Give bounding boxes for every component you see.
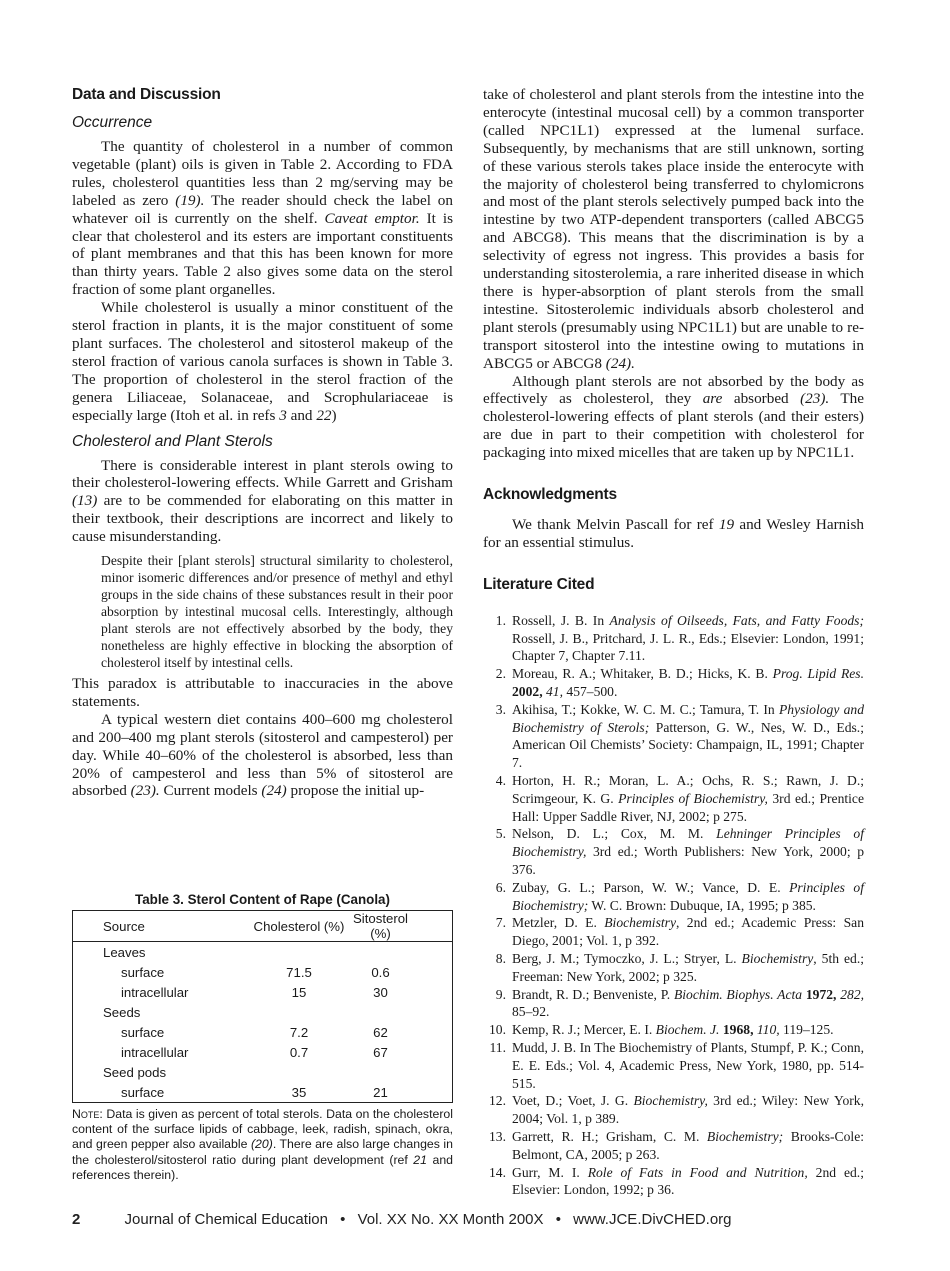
text-run: (13)	[72, 492, 98, 510]
text-run: 2nd ed.; Elsevier: London, 1992; p 36.	[512, 1164, 864, 1198]
text-run: 3rd ed.; Prentice Hall: Upper Saddle River, NJ, 2002; p 275.	[512, 790, 864, 824]
section-heading-data-discussion: Data and Discussion	[72, 86, 221, 103]
reference-item	[483, 701, 864, 772]
text-run: take of cholesterol and plant sterols from the intestine into the enterocyte (intestinal mucosal cell) by a common transporter (called NPC1L1) expressed at the lumenal surface. Subsequently, by mechanisms that are still unknown, sorting of these various sterols takes place inside the enterocyte with the majority of cholesterol being transferred to chylomicrons and most of the plant sterols selectively pumped back into the intestine by two ATP-dependent transporters (called ABCG5 and ABCG8). This means that the discrimination is by a selectivity of egress not ingress. This provides a basis for understanding sitosterolemia, a rare inherited disease in which there is hyper-absorption of plant sterols from the small intestine. Sitosterolemic individuals absorb cholesterol and plant sterols (presumably using NPC1L1) but are unable to re-transport sitosterol into the intestine owing to mutations in ABCG5 or ABCG8	[483, 86, 864, 372]
text-run: Biochem. J.	[655, 1022, 720, 1038]
section-heading-literature-cited: Literature Cited	[483, 575, 595, 593]
text-run: Rossell, J. B. In	[512, 612, 610, 628]
cell-cholesterol: 7.2	[289, 1024, 309, 1040]
reference-number: 13.	[489, 1128, 506, 1144]
text-run: There is considerable interest in plant sterols owing to their cholesterol-lowering effects. While Garrett and Grisham	[72, 456, 453, 492]
reference-number: 6.	[495, 879, 506, 895]
paragraph-paradox: This paradox is attributable to inaccuracies in the above statements.	[72, 675, 453, 710]
paragraph-occurrence-2	[72, 299, 453, 424]
cell-source: surface	[121, 964, 165, 980]
table-row	[73, 1042, 453, 1062]
reference-number: 11.	[489, 1039, 506, 1055]
text-run: (23).	[130, 782, 160, 800]
text-run: W. C. Brown: Dubuque, IA, 1995; p 385.	[588, 897, 816, 913]
header-cholesterol: Cholesterol (%)	[249, 911, 349, 942]
text-run: Garrett, R. H.; Grisham, C. M.	[512, 1128, 707, 1144]
reference-number: 7.	[495, 915, 506, 931]
cell-cholesterol	[249, 1002, 349, 1022]
journal-name: Journal of Chemical Education	[124, 1211, 328, 1228]
text-run: It is clear that cholesterol and its esters are important constituents of plant membranes and that this has been known for more than thirty years. Table 2 also gives some data on the sterol fraction of some plant organelles.	[72, 209, 453, 299]
cell-sitosterol	[349, 942, 453, 963]
cell-source: Seeds	[103, 1004, 141, 1020]
text-run: Zubay, G. L.; Parson, W. W.; Vance, D. E.	[512, 879, 790, 895]
table-row	[73, 962, 453, 982]
text-run: (23).	[800, 390, 830, 408]
text-run: Biochemistry,	[633, 1093, 708, 1109]
cell-cholesterol: 0.7	[289, 1044, 309, 1060]
journal-url: www.JCE.DivCHED.org	[573, 1211, 732, 1228]
sterol-table	[72, 910, 453, 1103]
reference-item	[483, 1092, 864, 1128]
text-run: Patterson, G. W., Nes, W. D., Eds.; American Oil Chemists’ Society: Champaign, IL, 1991; Chapter 7.	[512, 719, 864, 771]
text-run: (20)	[250, 1137, 273, 1152]
text-run: Mudd, J. B. In The Biochemistry of Plants, Stumpf, P. K.; Conn, E. E. Eds.; Vol. 4, Academic Press, New York, 1980, pp. 514-515.	[512, 1039, 864, 1091]
reference-text	[512, 666, 864, 699]
reference-text	[512, 1040, 864, 1091]
reference-item	[483, 950, 864, 986]
paragraph-plant-sterols-1	[72, 457, 453, 547]
text-run: and Wesley Harnish for an essential stimulus.	[483, 516, 865, 551]
block-quote: Despite their [plant sterols] structural similarity to cholesterol, minor isomeric differences and/or presence of methyl and ethyl groups in the side chains of these substances result in their poor absorption by intestinal mucosal cells. Interestingly, although plant sterols are not effectively absorbed by the body, they nonetheless are highly effective in blocking the absorption of cholesterol itself by intestinal cells.	[101, 553, 453, 671]
cell-sitosterol	[349, 1002, 453, 1022]
cell-sitosterol: 30	[373, 984, 388, 1000]
text-run: 3	[279, 406, 287, 424]
reference-text	[512, 951, 864, 984]
reference-text	[512, 987, 864, 1020]
left-column	[72, 86, 453, 800]
text-run: The quantity of cholesterol in a number of common vegetable (plant) oils is given in Table 2. According to FDA rules, cholesterol quantities less than 2 mg/serving may be labeled as zero	[72, 138, 453, 209]
text-run: Prog. Lipid Res.	[772, 666, 864, 682]
text-run: Biochim. Biophys. Acta	[673, 986, 803, 1002]
text-run: Principles of Biochemistry,	[618, 790, 768, 806]
cell-cholesterol: 71.5	[286, 964, 312, 980]
reference-text	[512, 915, 864, 948]
text-run: Current models	[159, 782, 262, 800]
text-run: 3rd ed.; Worth Publishers: New York, 2000; p 376.	[512, 844, 864, 877]
reference-item	[483, 772, 864, 825]
reference-text	[512, 1022, 834, 1037]
text-run: Kemp, R. J.; Mercer, E. I.	[512, 1022, 656, 1038]
text-run: We thank Melvin Pascall for ref	[512, 516, 719, 534]
table-row	[73, 982, 453, 1002]
text-run: , 5th ed.; Freeman: New York, 2002; p 325.	[512, 950, 864, 984]
subheading-occurrence: Occurrence	[72, 114, 153, 131]
cell-source: intracellular	[121, 1044, 189, 1060]
page-number: 2	[72, 1211, 81, 1228]
reference-text	[512, 826, 864, 877]
cell-sitosterol: 21	[373, 1084, 388, 1100]
text-run: Physiology and Biochemistry of Sterols;	[512, 701, 864, 735]
cell-cholesterol: 15	[291, 984, 307, 1000]
text-run: 457–500.	[563, 684, 618, 700]
text-run: 19	[718, 516, 735, 534]
reference-item	[483, 1021, 864, 1039]
cell-source: surface	[121, 1024, 165, 1040]
text-run: Role of Fats in Food and Nutrition,	[587, 1164, 808, 1180]
reference-number: 4.	[495, 773, 506, 789]
reference-item	[483, 1164, 864, 1200]
text-run: Voet, D.; Voet, J. G.	[512, 1093, 634, 1109]
reference-item	[483, 612, 864, 665]
text-run: (24).	[605, 354, 635, 372]
cell-sitosterol: 0.6	[371, 964, 390, 980]
text-run: 1972,	[805, 986, 837, 1002]
text-run: are to be commended for elaborating on this matter in their textbook, their descriptions are incorrect and likely to cause misunderstanding.	[72, 492, 453, 546]
text-run: 22	[316, 406, 332, 424]
table-row	[73, 1002, 453, 1022]
text-run: absorbed	[722, 390, 801, 408]
table-3	[72, 892, 453, 1183]
text-run: Brooks-Cole: Belmont, CA, 2005; p 263.	[512, 1128, 865, 1162]
cell-sitosterol: 67	[373, 1044, 388, 1060]
table-row	[73, 1022, 453, 1042]
cell-source: surface	[121, 1084, 165, 1100]
table-row	[73, 942, 453, 963]
footer-bullet: •	[340, 1211, 346, 1228]
cell-cholesterol	[249, 1062, 349, 1082]
reference-text	[512, 773, 864, 824]
reference-text	[512, 880, 864, 913]
text-run: 1968,	[722, 1022, 754, 1038]
text-run: Biochemistry	[741, 950, 814, 966]
text-run: While cholesterol is usually a minor constituent of the sterol fraction in plants, it is the major constituent of some plant surfaces. The cholesterol and sitosterol makeup of the sterol fraction of various canola surfaces is shown in Table 3. The proportion of cholesterol in the sterol fraction of the genera Liliaceae, Solanaceae, and Scrophulariaceae is especially large (Itoh et al. in refs	[72, 299, 453, 424]
text-run: 3rd ed.; Wiley: New York, 2004; Vol. 1, p 389.	[512, 1093, 864, 1127]
text-run: (24)	[261, 782, 287, 800]
text-run: are	[702, 390, 723, 408]
header-source: Source	[73, 911, 250, 942]
text-run: 119–125.	[779, 1022, 834, 1038]
cell-source: intracellular	[121, 984, 189, 1000]
text-run: Analysis of Oilseeds, Fats, and Fatty Foods;	[609, 612, 864, 628]
paragraph-uptake	[483, 86, 864, 373]
text-run: 21	[413, 1152, 427, 1167]
text-run: Berg, J. M.; Tymoczko, J. L.; Stryer, L.	[512, 950, 742, 966]
table-header-row	[73, 911, 453, 942]
text-run: and	[286, 406, 317, 424]
reference-number: 14.	[489, 1164, 506, 1180]
reference-text	[512, 1093, 864, 1126]
text-run: Gurr, M. I.	[512, 1164, 588, 1180]
reference-text	[512, 702, 864, 770]
reference-item	[483, 1128, 864, 1164]
text-run: Although plant sterols are not absorbed by the body as effectively as cholesterol, they	[483, 372, 864, 408]
reference-number: 9.	[495, 986, 506, 1002]
reference-text	[512, 1165, 864, 1198]
reference-number: 1.	[495, 612, 506, 628]
cell-source: Seed pods	[103, 1064, 167, 1080]
text-run: , 2nd ed.; Academic Press: San Diego, 2001; Vol. 1, p 392.	[512, 915, 864, 949]
paragraph-western-diet	[72, 711, 453, 801]
text-run: and references therein).	[72, 1152, 453, 1182]
page-footer	[72, 1211, 732, 1228]
text-run: Akihisa, T.; Kokke, W. C. M. C.; Tamura, T. In	[512, 701, 779, 717]
paragraph-absorption	[483, 373, 864, 463]
text-run: propose the initial up-	[286, 782, 425, 800]
cell-sitosterol: 62	[373, 1024, 388, 1040]
text-run: Biochemistry;	[706, 1128, 784, 1144]
text-run: The cholesterol-lowering effects of plant sterols (and their esters) are due in part to their competition with cholesterol for packaging into mixed micelles that are taken up by NPC1L1.	[483, 390, 865, 462]
reference-item	[483, 986, 864, 1022]
reference-number: 3.	[495, 701, 506, 717]
reference-number: 2.	[495, 666, 506, 682]
journal-volume: Vol. XX No. XX Month 200X	[357, 1211, 544, 1228]
text-run: Moreau, R. A.; Whitaker, B. D.; Hicks, K. B.	[512, 666, 773, 682]
text-run: 282,	[840, 986, 865, 1002]
text-run: : Data is given as percent of total sterols. Data on the cholesterol content of the surface lipids of cabbage, leek, radish, spinach, okra, and green pepper also available	[72, 1107, 453, 1152]
reference-item	[483, 914, 864, 950]
cell-sitosterol	[349, 1062, 453, 1082]
table-row	[73, 1062, 453, 1082]
text-run: The reader should check the label on whatever oil is currently on the shelf.	[72, 191, 453, 227]
reference-item	[483, 825, 864, 878]
cell-cholesterol	[249, 942, 349, 963]
reference-text	[512, 613, 864, 664]
text-run: Caveat emptor.	[324, 209, 420, 227]
text-run: Biochemistry	[604, 915, 676, 931]
reference-item	[483, 879, 864, 915]
text-run: 110,	[756, 1022, 780, 1038]
table-title: Table 3. Sterol Content of Rape (Canola)	[135, 892, 390, 907]
header-sitosterol: Sitosterol (%)	[349, 911, 453, 942]
text-run: Metzler, D. E.	[512, 915, 605, 931]
table-note	[72, 1107, 453, 1183]
subheading-cholesterol-plant-sterols: Cholesterol and Plant Sterols	[72, 432, 273, 450]
reference-list	[483, 612, 864, 1199]
text-run: Lehninger Principles of Biochemistry,	[512, 826, 864, 860]
paragraph-acknowledgments	[483, 516, 864, 552]
text-run: . There are also large changes in the cholesterol/sitosterol ratio during plant development (ref	[72, 1137, 453, 1167]
text-run: Nelson, D. L.; Cox, M. M.	[512, 826, 717, 842]
right-column	[483, 86, 864, 1199]
text-run: A typical western diet contains 400–600 mg cholesterol and 200–400 mg plant sterols (sitosterol and campesterol) per day. While 40–60% of the cholesterol is absorbed, less than 20% of campesterol and less than 5% of sitosterol are absorbed	[72, 710, 453, 800]
reference-text	[512, 1129, 864, 1162]
reference-number: 8.	[495, 950, 506, 966]
text-run: Note	[72, 1107, 100, 1121]
cell-cholesterol: 35	[291, 1084, 307, 1100]
text-run: 2002,	[512, 684, 543, 700]
paragraph-occurrence-1	[72, 138, 453, 299]
text-run: )	[331, 406, 337, 424]
footer-bullet: •	[555, 1211, 561, 1228]
text-run: 41,	[546, 684, 563, 700]
reference-item	[483, 1039, 864, 1092]
text-run: Principles of Biochemistry;	[512, 879, 864, 913]
text-run: 85–92.	[512, 1004, 550, 1020]
text-run: (19).	[175, 191, 205, 209]
text-run: Brandt, R. D.; Benveniste, P.	[512, 986, 674, 1002]
reference-item	[483, 665, 864, 701]
reference-number: 10.	[489, 1022, 506, 1038]
text-run: Rossell, J. B., Pritchard, J. L. R., Eds.; Elsevier: London, 1991; Chapter 7, Chapter 7.11.	[512, 630, 864, 664]
cell-source: Leaves	[103, 944, 146, 960]
reference-number: 5.	[495, 826, 506, 842]
reference-number: 12.	[489, 1093, 506, 1109]
text-run: Horton, H. R.; Moran, L. A.; Ochs, R. S.; Rawn, J. D.; Scrimgeour, K. G.	[512, 773, 864, 806]
section-heading-acknowledgments: Acknowledgments	[483, 486, 617, 504]
table-row	[73, 1082, 453, 1103]
